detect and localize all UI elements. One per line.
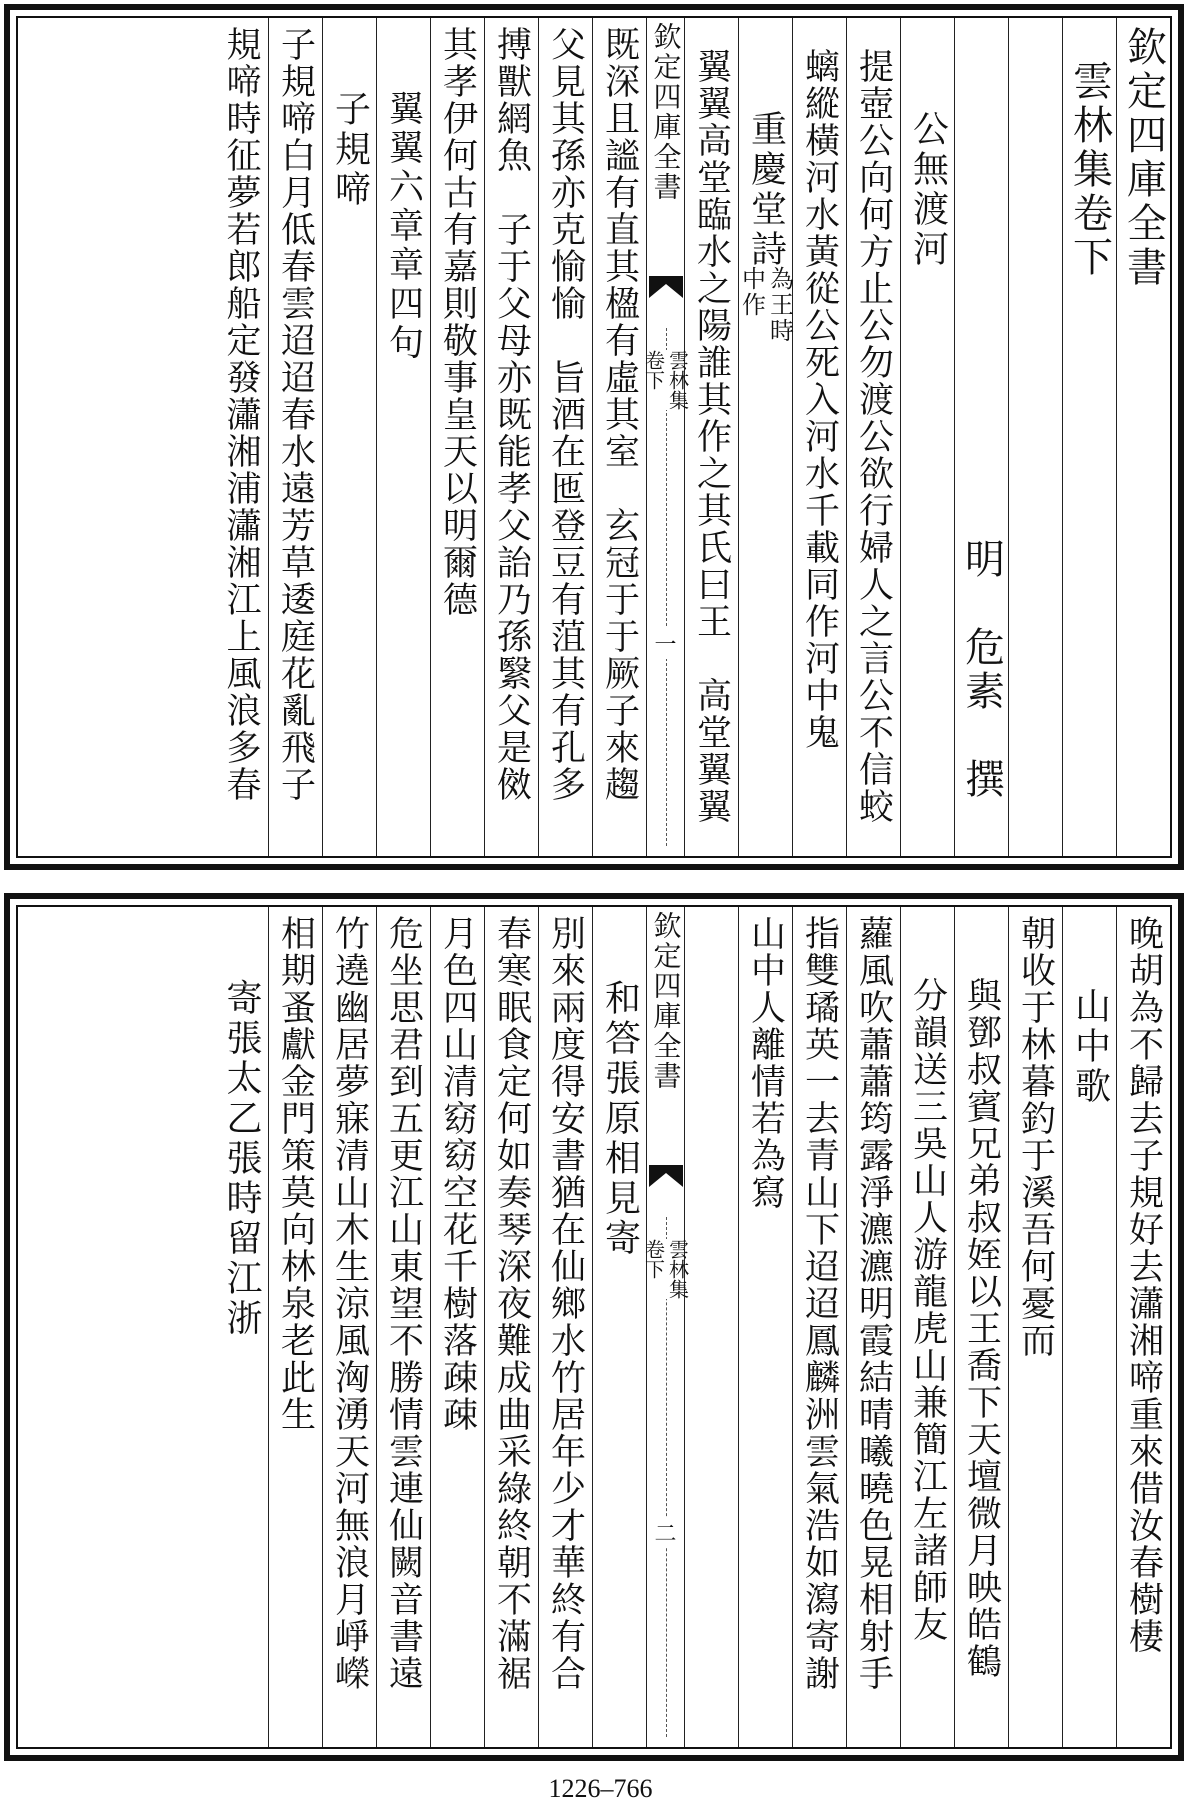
poem-title: 寄張太乙張時留江浙	[221, 979, 262, 1339]
column	[738, 907, 792, 1747]
verse-line: 危坐思君到五更江山東望不勝情雲連仙闕音書遠	[383, 915, 424, 1692]
column	[592, 18, 646, 856]
columns-bottom	[18, 907, 1170, 1747]
verse-line: 既深且謐有直其楹有虛其室 玄冠于于厥子來趨	[599, 26, 640, 803]
column	[900, 907, 954, 1747]
column	[684, 907, 738, 1747]
verse-line: 朝收于林暮釣于溪吾何憂而	[1015, 915, 1056, 1359]
column	[684, 18, 738, 856]
verse-line: 春寒眠食定何如奏琴深夜難成曲采綠終朝不滿裾	[491, 915, 532, 1692]
verse-line: 山中人離情若為寫	[745, 915, 786, 1211]
column	[322, 18, 376, 856]
verse-line: 搏獸網魚 子于父母亦既能孝父詒乃孫繄父是傚	[491, 26, 532, 803]
section-note: 翼翼六章章四句	[383, 90, 424, 363]
poem-title: 分韻送三吳山人游龍虎山兼簡江左諸師友	[907, 977, 948, 1643]
column	[792, 18, 846, 856]
column	[376, 907, 430, 1747]
fishtail-column	[641, 18, 690, 856]
column	[900, 18, 954, 856]
verse-line: 蘿風吹蕭蕭筠露淨瀌瀌明霞結晴曦曉色晃相射手	[853, 915, 894, 1692]
verse-line: 子規啼白月低春雲迢迢春水遠芳草逶庭花亂飛子	[275, 26, 316, 803]
column	[484, 907, 538, 1747]
column	[1008, 907, 1062, 1747]
column	[430, 18, 484, 856]
column	[268, 18, 322, 856]
verse-line: 月色四山清窈窈空花千樹落疎疎	[437, 915, 478, 1433]
fishtail-column	[641, 907, 690, 1747]
column	[846, 18, 900, 856]
column	[1062, 907, 1116, 1747]
column	[846, 907, 900, 1747]
column	[1116, 18, 1170, 856]
verse-line: 別來兩度得安書猶在仙鄉水竹居年少才華終有合	[545, 915, 586, 1692]
verse-line: 竹遶幽居夢寐清山木生涼風洶湧天河無浪月崢嶸	[329, 915, 370, 1692]
fishtail-book: 雲林集 卷下	[641, 350, 690, 410]
column	[592, 907, 646, 1747]
fishtail-title: 欽定四庫全書	[649, 911, 683, 1091]
column	[484, 18, 538, 856]
poem-title: 重慶堂詩	[745, 110, 787, 270]
column	[954, 907, 1008, 1747]
author-line: 明 危素 撰	[958, 538, 1005, 802]
poem-title: 山中歌	[1069, 987, 1111, 1107]
page-code: 1226–766	[548, 1774, 653, 1803]
page-frame-bottom	[16, 905, 1172, 1749]
page-number: 一	[647, 628, 684, 659]
column	[214, 907, 268, 1747]
column	[1008, 18, 1062, 856]
header-title: 欽定四庫全書	[1120, 26, 1167, 290]
page-top	[4, 4, 1184, 870]
columns-top	[18, 18, 1170, 856]
column	[538, 907, 592, 1747]
verse-line: 提壺公向何方止公勿渡公欲行婦人之言公不信蛟	[853, 48, 894, 825]
column	[1062, 18, 1116, 856]
verse-line: 指雙璚英一去青山下迢迢鳳麟洲雲氣浩如瀉寄謝	[799, 915, 840, 1692]
fishtail-book: 雲林集 卷下	[641, 1239, 690, 1299]
page-frame-top	[16, 16, 1172, 858]
page-number: 二	[647, 1517, 684, 1548]
verse-line: 規啼時征夢若郎船定發瀟湘浦瀟湘江上風浪多春	[221, 26, 261, 803]
column	[954, 18, 1008, 856]
column	[792, 907, 846, 1747]
verse-line: 相期蚤獻金門策莫向林泉老此生	[275, 915, 316, 1433]
title-note: 為王時 中作	[737, 266, 794, 344]
poem-title: 公無渡河	[907, 110, 949, 270]
column	[430, 907, 484, 1747]
collection-title: 雲林集卷下	[1066, 60, 1113, 280]
poem-title: 子規啼	[329, 90, 371, 210]
poem-title: 和答張原相見寄	[599, 979, 641, 1259]
fishtail-mark-icon	[649, 276, 683, 300]
column	[538, 18, 592, 856]
verse-line: 螭縱橫河水黃從公死入河水千載同作河中鬼	[799, 48, 840, 751]
verse-line: 晚胡為不歸去子規好去瀟湘啼重來借汝春樹棲	[1123, 915, 1164, 1655]
verse-line: 父見其孫亦克愉愉 旨酒在匜登豆有菹其有孔多	[545, 26, 586, 803]
column	[376, 18, 430, 856]
poem-title: 與鄧叔賓兄弟叔姪以王喬下天壇微月映皓鶴	[961, 977, 1002, 1680]
verse-line: 其孝伊何古有嘉則敬事皇天以明爾德	[437, 26, 478, 618]
fishtail-mark-icon	[649, 1165, 683, 1189]
column	[268, 907, 322, 1747]
column	[214, 18, 268, 856]
column	[1116, 907, 1170, 1747]
verse-line: 翼翼高堂臨水之陽誰其作之其氏曰王 高堂翼翼	[691, 48, 732, 825]
column	[322, 907, 376, 1747]
fishtail-title: 欽定四庫全書	[649, 22, 683, 202]
page-bottom	[4, 893, 1184, 1761]
column	[738, 18, 792, 856]
